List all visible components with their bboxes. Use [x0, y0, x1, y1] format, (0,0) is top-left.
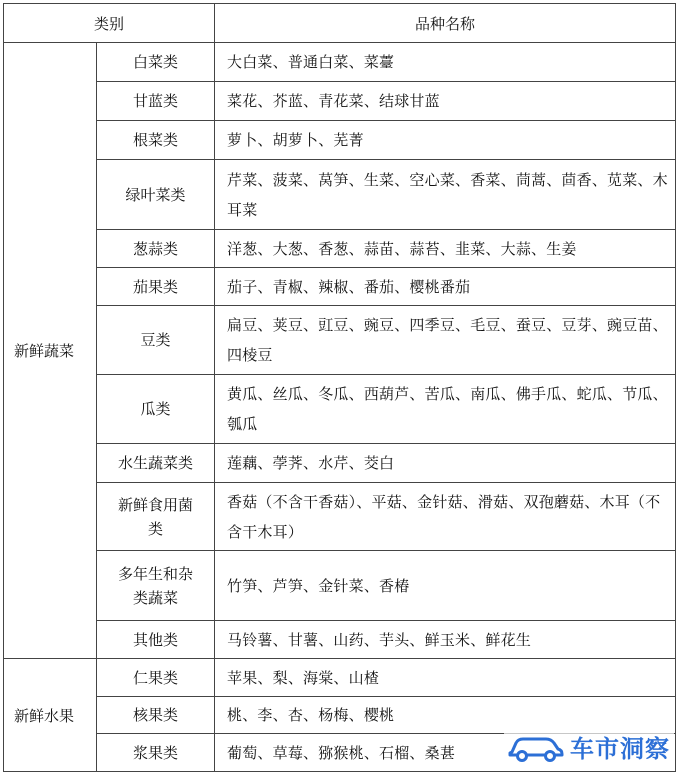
category-cell: 浆果类 [97, 734, 215, 772]
category-cell: 其他类 [97, 621, 215, 659]
table-row [4, 551, 676, 621]
header-varieties: 品种名称 [215, 4, 676, 43]
category-cell: 新鲜食用菌类 [97, 483, 215, 551]
header-row [4, 4, 676, 43]
category-cell: 甘蓝类 [97, 82, 215, 121]
varieties-table [3, 3, 676, 772]
table-row [4, 230, 676, 268]
table-row [4, 444, 676, 483]
category-cell: 多年生和杂类蔬菜 [97, 551, 215, 621]
items-cell: 黄瓜、丝瓜、冬瓜、西葫芦、苦瓜、南瓜、佛手瓜、蛇瓜、节瓜、瓠瓜 [215, 375, 676, 444]
table-row [4, 306, 676, 375]
category-cell: 仁果类 [97, 659, 215, 697]
items-cell: 芹菜、菠菜、莴笋、生菜、空心菜、香菜、茼蒿、茴香、苋菜、木耳菜 [215, 160, 676, 230]
table-row [4, 375, 676, 444]
category-cell: 茄果类 [97, 268, 215, 306]
table-row [4, 621, 676, 659]
category-cell: 葱蒜类 [97, 230, 215, 268]
watermark-text: 车市洞察 [570, 735, 670, 763]
items-cell: 扁豆、荚豆、豇豆、豌豆、四季豆、毛豆、蚕豆、豆芽、豌豆苗、四棱豆 [215, 306, 676, 375]
items-cell: 葡萄、草莓、猕猴桃、石榴、桑葚 [215, 734, 676, 772]
category-cell: 豆类 [97, 306, 215, 375]
category-cell: 白菜类 [97, 43, 215, 82]
car-icon [508, 732, 564, 762]
items-cell: 香菇（不含干香菇）、平菇、金针菇、滑菇、双孢蘑菇、木耳（不含干木耳） [215, 483, 676, 551]
items-cell: 大白菜、普通白菜、菜薹 [215, 43, 676, 82]
table-row [4, 659, 676, 697]
items-cell: 茄子、青椒、辣椒、番茄、樱桃番茄 [215, 268, 676, 306]
items-cell: 洋葱、大葱、香葱、蒜苗、蒜苔、韭菜、大蒜、生姜 [215, 230, 676, 268]
group-label: 新鲜水果 [4, 659, 97, 772]
category-cell: 水生蔬菜类 [97, 444, 215, 483]
table-row [4, 43, 676, 82]
group-label: 新鲜蔬菜 [4, 43, 97, 659]
header-category: 类别 [4, 4, 215, 43]
category-cell: 绿叶菜类 [97, 160, 215, 230]
category-cell: 瓜类 [97, 375, 215, 444]
category-cell: 根菜类 [97, 121, 215, 160]
table-row [4, 483, 676, 551]
items-cell: 莲藕、荸荠、水芹、茭白 [215, 444, 676, 483]
items-cell: 桃、李、杏、杨梅、樱桃 [215, 697, 676, 734]
items-cell: 苹果、梨、海棠、山楂 [215, 659, 676, 697]
items-cell: 菜花、芥蓝、青花菜、结球甘蓝 [215, 82, 676, 121]
category-cell: 核果类 [97, 697, 215, 734]
table-row [4, 82, 676, 121]
watermark [504, 727, 674, 766]
items-cell: 萝卜、胡萝卜、芜菁 [215, 121, 676, 160]
items-cell: 竹笋、芦笋、金针菜、香椿 [215, 551, 676, 621]
table-row [4, 268, 676, 306]
items-cell: 马铃薯、甘薯、山药、芋头、鲜玉米、鲜花生 [215, 621, 676, 659]
table-row [4, 160, 676, 230]
table-row [4, 121, 676, 160]
